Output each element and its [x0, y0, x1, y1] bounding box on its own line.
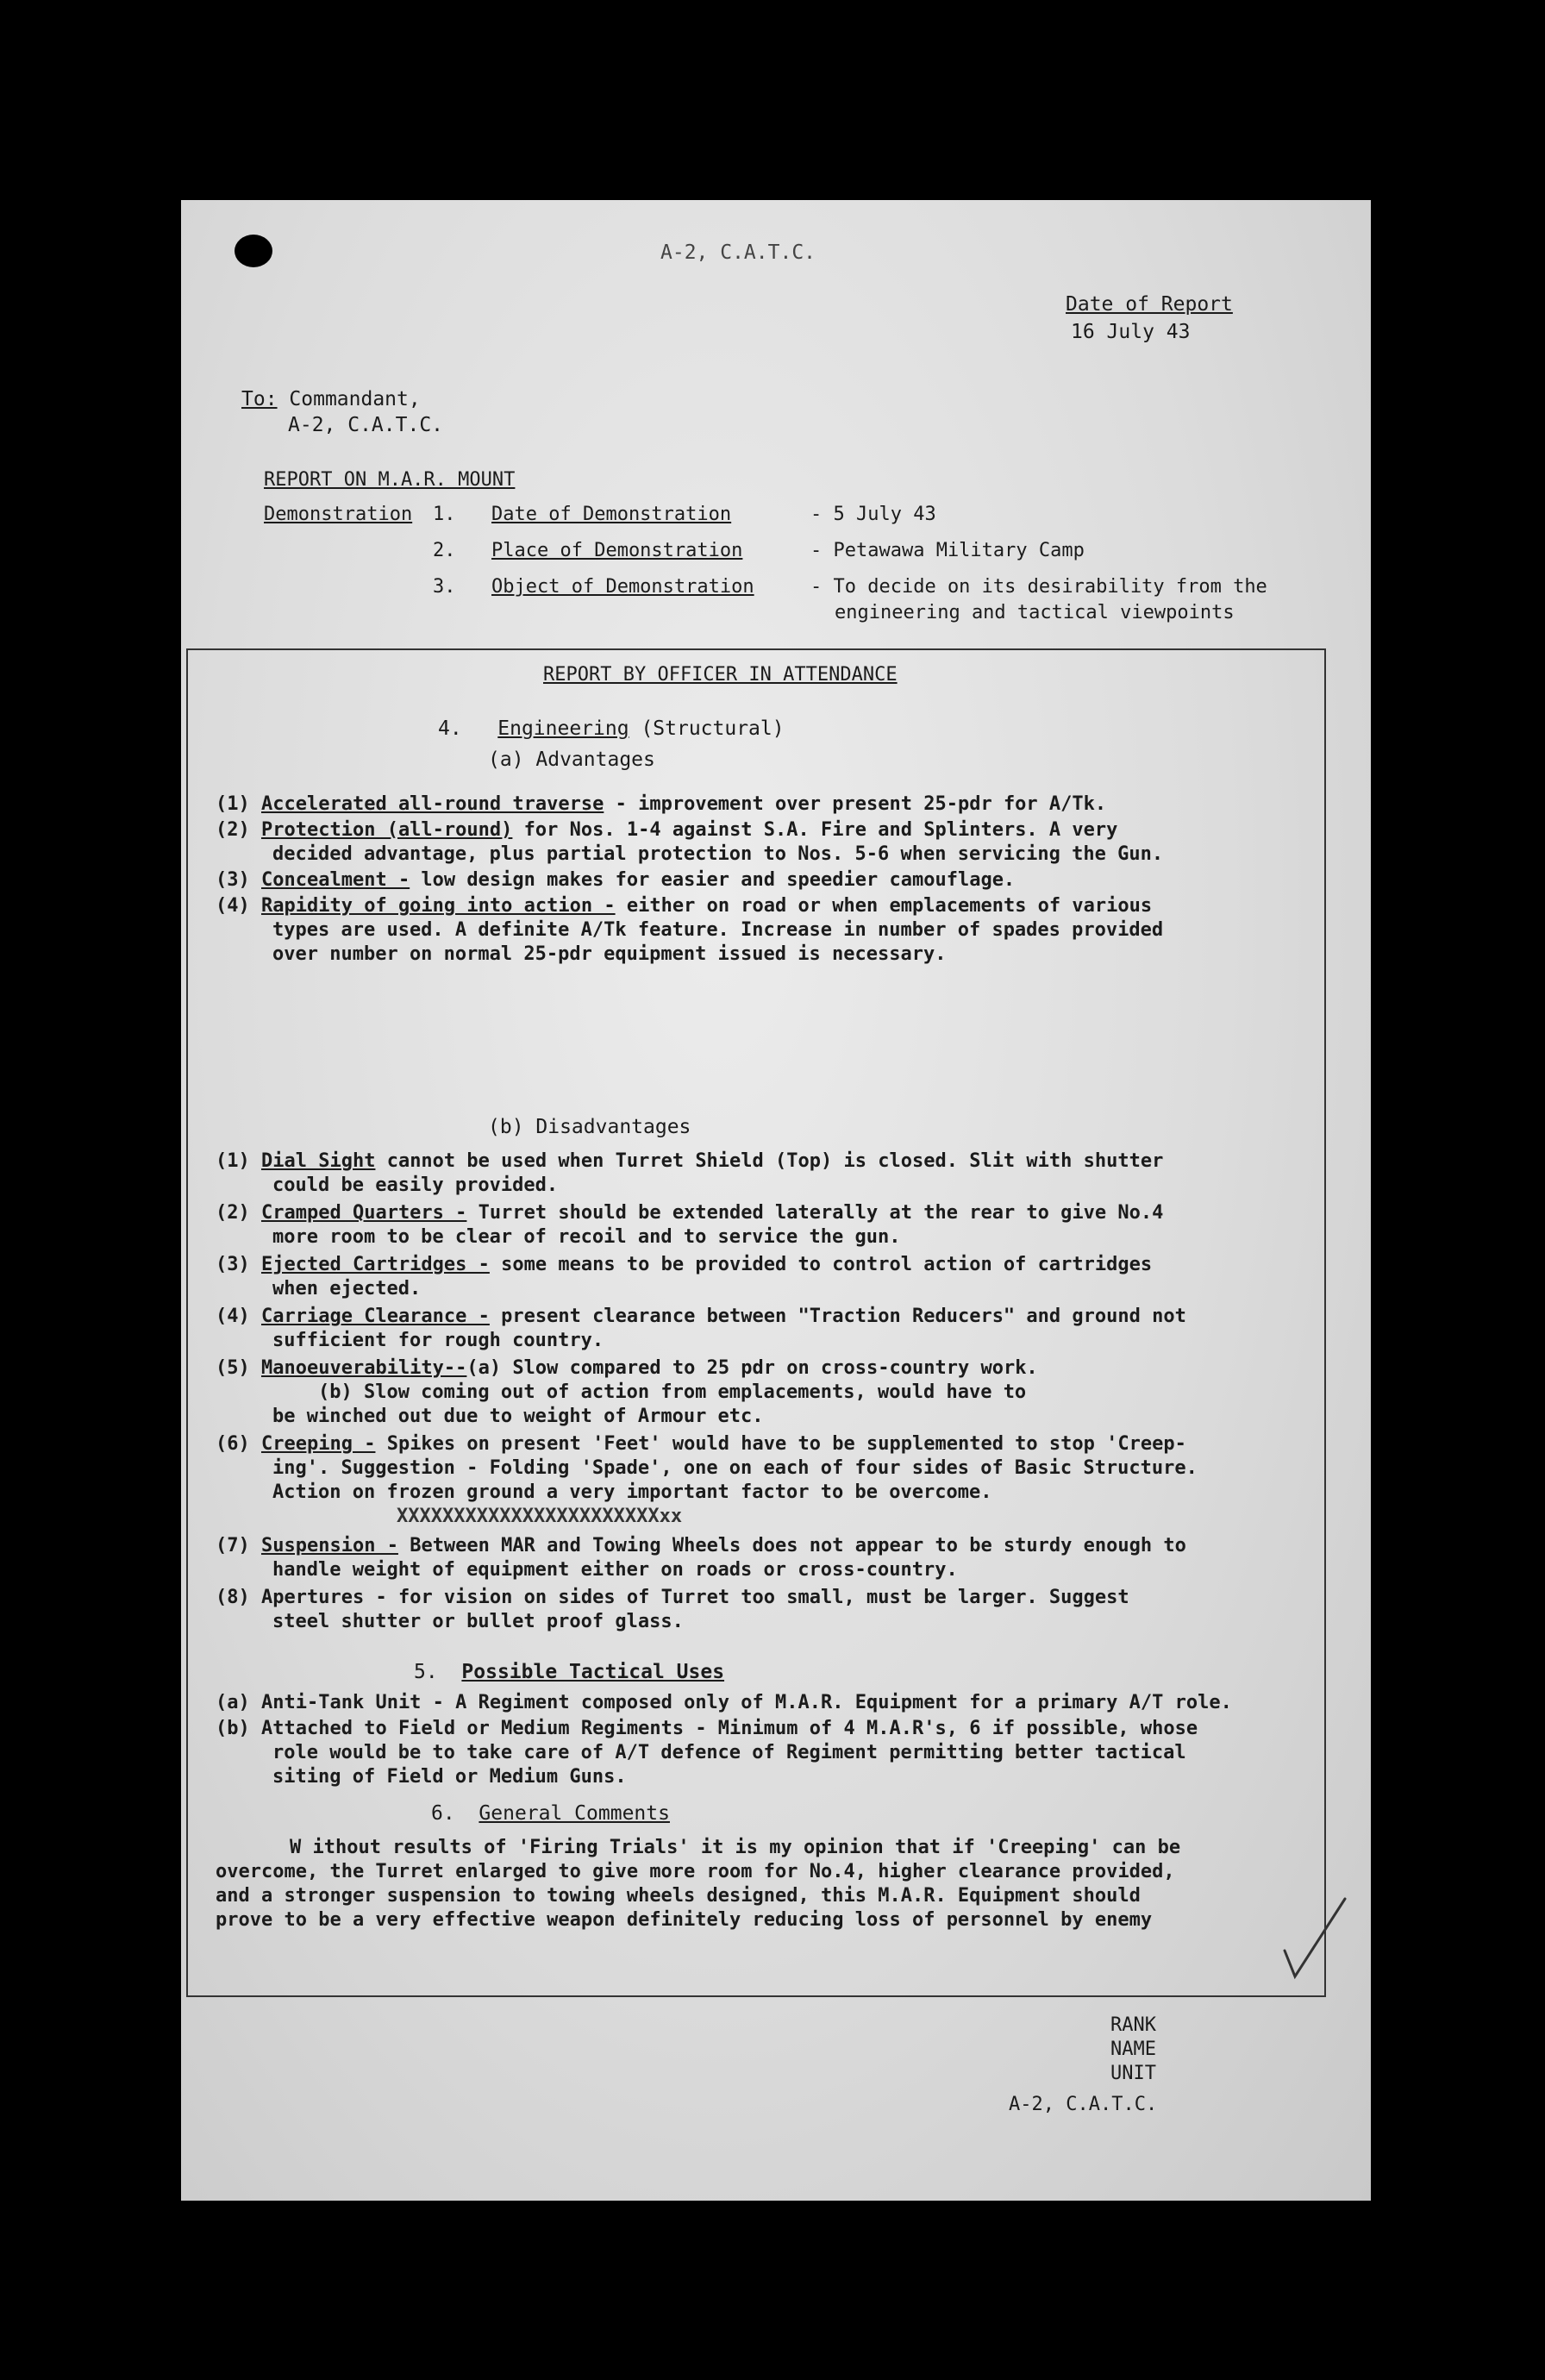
disadvantage-item-cont: (b) Slow coming out of action from emplacements, would have to	[272, 1381, 1027, 1403]
disadvantage-item-cont: handle weight of equipment either on roads or cross-country.	[272, 1559, 958, 1581]
to-recipient: Commandant,	[289, 388, 421, 410]
disadvantage-item-cont: steel shutter or bullet proof glass.	[272, 1611, 684, 1632]
disadvantage-item-cont: more room to be clear of recoil and to service the gun.	[272, 1226, 901, 1248]
disadvantage-item-cont: when ejected.	[272, 1278, 422, 1300]
disadvantage-item: (5) Manoeuverability--(a) Slow compared to 25 pdr on cross-country work.	[216, 1357, 1038, 1379]
disadvantage-item: (7) Suspension - Between MAR and Towing Wheels does not appear to be sturdy enough to	[216, 1535, 1186, 1556]
signature-name: NAME	[1110, 2039, 1156, 2060]
advantage-item: (4) Rapidity of going into action - either on road or when emplacements of various	[216, 895, 1153, 917]
demo-item-value: - To decide on its desirability from the	[810, 576, 1267, 598]
to-unit: A-2, C.A.T.C.	[288, 414, 444, 436]
general-comment-line: prove to be a very effective weapon definitely reducing loss of personnel by enemy	[216, 1909, 1153, 1931]
disadvantage-item: (2) Cramped Quarters - Turret should be extended laterally at the rear to give No.4	[216, 1202, 1164, 1224]
unit-heading: A-2, C.A.T.C.	[660, 241, 816, 264]
demo-item-num: 2.	[433, 540, 456, 561]
disadvantage-item: (6) Creeping - Spikes on present 'Feet' would have to be supplemented to stop 'Creep-	[216, 1433, 1186, 1455]
signature-unit-value: A-2, C.A.T.C.	[1009, 2094, 1158, 2115]
tactical-item-cont: siting of Field or Medium Guns.	[272, 1766, 627, 1788]
section-general: 6. General Comments	[431, 1802, 670, 1825]
demo-item-value-cont: engineering and tactical viewpoints	[835, 602, 1235, 623]
strikeout-line: XXXXXXXXXXXXXXXXXXXXXXXxx	[397, 1506, 683, 1527]
advantage-item-cont: over number on normal 25-pdr equipment issued is necessary.	[272, 943, 947, 965]
advantage-item: (2) Protection (all-round) for Nos. 1-4 against S.A. Fire and Splinters. A very	[216, 819, 1118, 841]
document-page	[181, 200, 1371, 2201]
advantage-item: (1) Accelerated all-round traverse - improvement over present 25-pdr for A/Tk.	[216, 793, 1107, 815]
date-value: 16 July 43	[1071, 321, 1191, 343]
signature-unit: UNIT	[1110, 2063, 1156, 2084]
section-tactical: 5. Possible Tactical Uses	[414, 1661, 725, 1683]
punch-hole	[235, 235, 272, 267]
disadvantage-item: (3) Ejected Cartridges - some means to be provided to control action of cartridges	[216, 1254, 1153, 1275]
advantage-item: (3) Concealment - low design makes for easier and speedier camouflage.	[216, 869, 1016, 891]
demo-item-num: 3.	[433, 576, 456, 598]
to-label: To:	[241, 388, 278, 410]
demo-item-value: - 5 July 43	[810, 504, 936, 525]
tactical-item: (b) Attached to Field or Medium Regiments - Minimum of 4 M.A.R's, 6 if possible, whose	[216, 1718, 1198, 1739]
demo-item-label: Object of Demonstration	[491, 576, 754, 598]
demonstration-label: Demonstration	[264, 504, 413, 525]
disadvantage-item-cont: ing'. Suggestion - Folding 'Spade', one on each of four sides of Basic Structure.	[272, 1457, 1198, 1479]
disadvantage-item-cont: Action on frozen ground a very important factor to be overcome.	[272, 1481, 992, 1503]
advantage-item-cont: decided advantage, plus partial protection to Nos. 5-6 when servicing the Gun.	[272, 843, 1164, 865]
tactical-item-cont: role would be to take care of A/T defence of Regiment permitting better tactical	[272, 1742, 1186, 1763]
disadvantage-item: (8) Apertures - for vision on sides of Turret too small, must be larger. Suggest	[216, 1587, 1129, 1608]
disadvantage-item-cont: could be easily provided.	[272, 1174, 559, 1196]
checkmark-icon	[1276, 1890, 1354, 1985]
general-comment-line: and a stronger suspension to towing wheels designed, this M.A.R. Equipment should	[216, 1885, 1141, 1907]
report-heading: REPORT BY OFFICER IN ATTENDANCE	[543, 664, 898, 686]
general-comment-line: overcome, the Turret enlarged to give more room for No.4, higher clearance provided,	[216, 1861, 1175, 1882]
advantages-label: (a) Advantages	[488, 748, 655, 771]
advantage-item-cont: types are used. A definite A/Tk feature. Increase in number of spades provided	[272, 919, 1164, 941]
disadvantage-item: (1) Dial Sight cannot be used when Turret Shield (Top) is closed. Slit with shutter	[216, 1150, 1164, 1172]
signature-rank: RANK	[1110, 2014, 1156, 2036]
to-line	[241, 388, 421, 410]
general-comment-line: W ithout results of 'Firing Trials' it is my opinion that if 'Creeping' can be	[290, 1837, 1181, 1858]
demo-item-label: Place of Demonstration	[491, 540, 743, 561]
report-title: REPORT ON M.A.R. MOUNT	[264, 469, 516, 491]
section-engineering: 4. Engineering (Structural)	[438, 717, 785, 740]
demo-item-value: - Petawawa Military Camp	[810, 540, 1085, 561]
date-label: Date of Report	[1066, 293, 1233, 316]
disadvantage-item-cont: be winched out due to weight of Armour etc.	[272, 1406, 764, 1427]
disadvantages-label: (b) Disadvantages	[488, 1116, 691, 1138]
tactical-item: (a) Anti-Tank Unit - A Regiment composed only of M.A.R. Equipment for a primary A/T role.	[216, 1692, 1232, 1713]
demo-item-label: Date of Demonstration	[491, 504, 732, 525]
disadvantage-item: (4) Carriage Clearance - present clearance between "Traction Reducers" and ground not	[216, 1306, 1186, 1327]
disadvantage-item-cont: sufficient for rough country.	[272, 1330, 604, 1351]
demo-item-num: 1.	[433, 504, 456, 525]
